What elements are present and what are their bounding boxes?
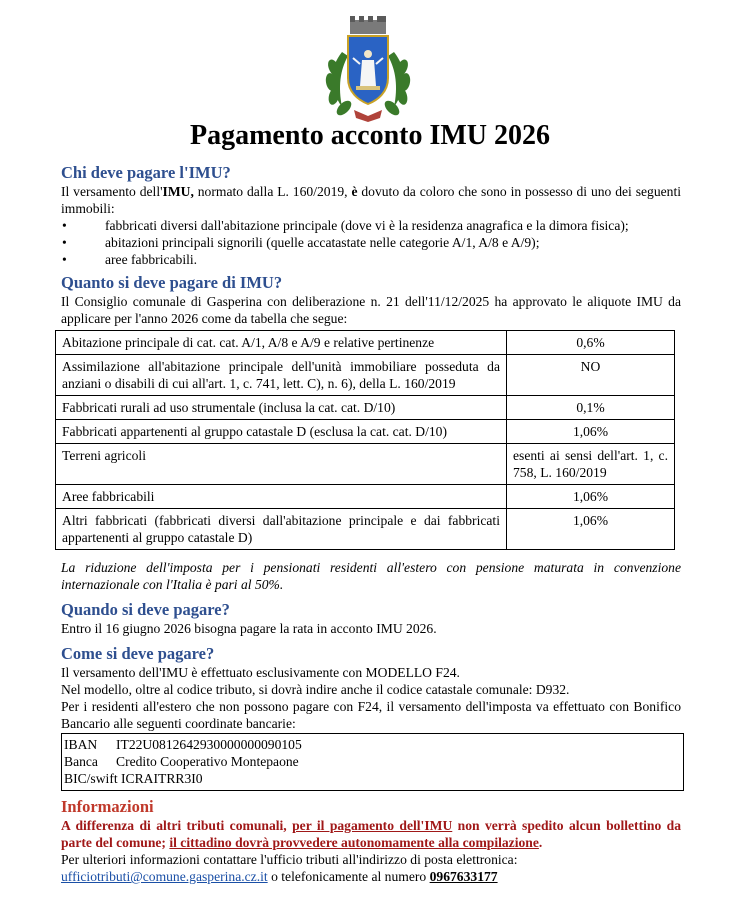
contact-text: Per ulteriori informazioni contattare l'ufficio tributi all'indirizzo di posta elettronica: [61,852,518,867]
iban-row: IBAN IT22U0812642930000000090105 [64,737,302,752]
rate-description: Abitazione principale di cat. cat. A/1, A/8 e A/9 e relative pertinenze [56,331,507,355]
how-much-text: Il Consiglio comunale di Gasperina con deliberazione n. 21 dell'11/12/2025 ha approvato le aliquote IMU da applicare per l'anno 2026 come da tabella che segue: [61,294,681,326]
list-item: • fabbricati diversi dall'abitazione principale (dove vi è la residenza anagrafica e la dimora fisica); [61,217,681,234]
how-line-3: Per i residenti all'estero che non possono pagare con F24, il versamento dell'imposta va effettuato con Bonifico Bancario alle seguenti coordinate bancarie: [61,699,681,731]
list-item: • abitazioni principali signorili (quelle accatastate nelle categorie A/1, A/8 e A/9); [61,234,681,251]
phone-number: 0967633177 [429,869,498,884]
document-body [61,163,681,885]
table-row [56,396,675,420]
section-heading-info: Informazioni [61,797,154,816]
pensioner-note: La riduzione dell'imposta per i pensionati residenti all'estero con pensione maturata in convenzione internazionale con l'Italia è pari al 50%. [61,560,681,592]
rate-value: 0,1% [507,396,675,420]
table-row [56,331,675,355]
table-row [56,355,675,396]
rate-value: 1,06% [507,420,675,444]
rate-value: 1,06% [507,485,675,509]
rate-description: Fabbricati appartenenti al gruppo catastale D (esclusa la cat. cat. D/10) [56,420,507,444]
section-heading-how: Come si deve pagare? [61,644,215,663]
email-link[interactable]: ufficiotributi@comune.gasperina.cz.it [61,869,268,884]
bank-details-box [61,733,684,791]
rate-value: 1,06% [507,509,675,550]
bank-value: Credito Cooperativo Montepaone [116,754,299,769]
rate-value: 0,6% [507,331,675,355]
page-title: Pagamento acconto IMU 2026 [189,120,551,151]
table-row [56,420,675,444]
rate-value: esenti ai sensi dell'art. 1, c. 758, L. 160/2019 [507,444,675,485]
municipal-coat-of-arms-icon [320,12,416,124]
who-intro: Il versamento dell'IMU, normato dalla L. 160/2019, è dovuto da coloro che sono in possesso di uno dei seguenti immobili: [61,184,681,216]
rate-value: NO [507,355,675,396]
when-text: Entro il 16 giugno 2026 bisogna pagare la rata in acconto IMU 2026. [61,621,437,636]
info-warning: A differenza di altri tributi comunali, per il pagamento dell'IMU non verrà spedito alcun bollettino da parte del comune; il cittadino dovrà provvedere autonomamente alla compilazione. [61,818,681,850]
rate-description: Fabbricati rurali ad uso strumentale (inclusa la cat. cat. D/10) [56,396,507,420]
section-heading-when: Quando si deve pagare? [61,600,230,619]
section-heading-how-much: Quanto si deve pagare di IMU? [61,273,283,292]
contact-line: ufficiotributi@comune.gasperina.cz.it o telefonicamente al numero 0967633177 [61,869,498,884]
bank-row: Banca Credito Cooperativo Montepaone [64,754,299,769]
list-item: • aree fabbricabili. [61,251,681,268]
table-row [56,509,675,550]
table-row [56,485,675,509]
how-line-1: Il versamento dell'IMU è effettuato esclusivamente con MODELLO F24. [61,665,460,680]
iban-value: IT22U0812642930000000090105 [116,737,302,752]
rate-description: Altri fabbricati (fabbricati diversi dall'abitazione principale e dai fabbricati appartenenti al gruppo catastale D) [56,509,507,550]
rate-description: Terreni agricoli [56,444,507,485]
rate-description: Aree fabbricabili [56,485,507,509]
table-row [56,444,675,485]
rates-table [55,330,675,550]
bic-row: BIC/swift ICRAITRR3I0 [64,771,203,786]
property-list [61,217,681,268]
how-line-2: Nel modello, oltre al codice tributo, si dovrà indire anche il codice catastale comunale: D932. [61,682,570,697]
section-heading-who: Chi deve pagare l'IMU? [61,163,231,182]
rate-description: Assimilazione all'abitazione principale dell'unità immobiliare posseduta da anziani o disabili di cui all'art. 1, c. 741, lett. C), n. 6), della L. 160/2019 [56,355,507,396]
